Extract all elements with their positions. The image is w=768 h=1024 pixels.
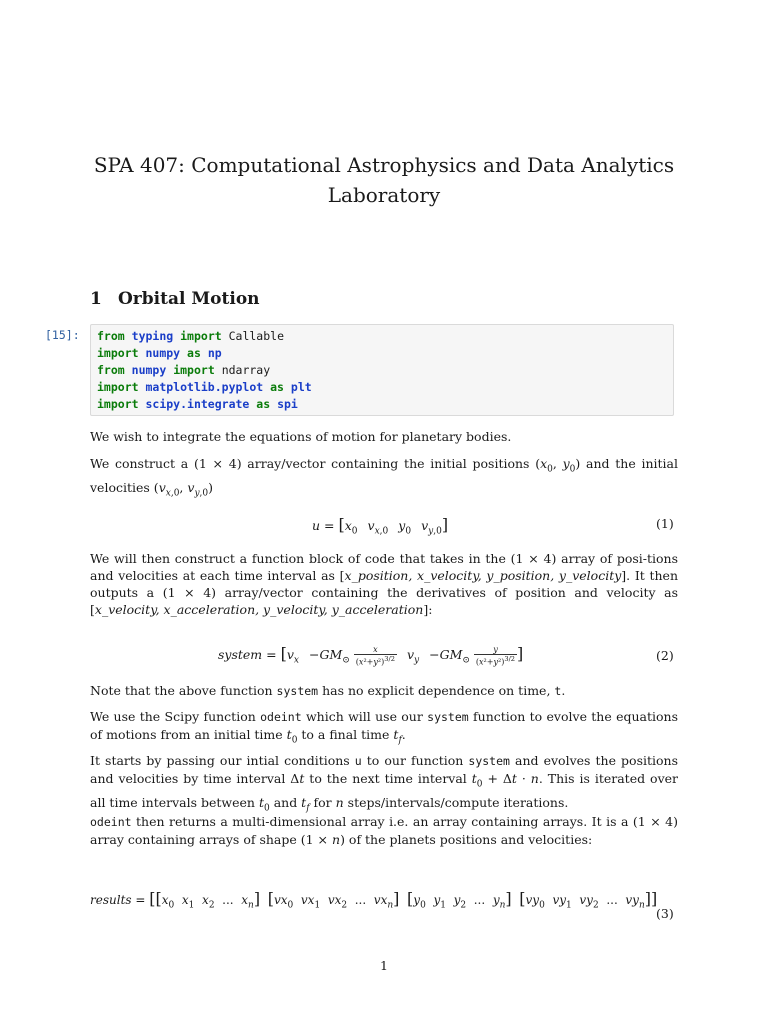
paragraph-results: odeint then returns a multi-dimensional array i.e. an array containing arrays. It is a (1 × 4) array containing arrays of shape (1 × n) of the planets positions and velocities:: [90, 814, 678, 847]
code-line: import numpy as np: [97, 346, 222, 360]
equation-2: system = [$v_x -GM_⊙$ $\frac{x}{(x^2+y^2)^{3/2}}$ $v_y -GM_⊙$ $\frac{y}{(x^2+y^2)^{3/2}}$ ]: [218, 644, 524, 667]
code-line: from typing import Callable: [97, 329, 284, 343]
page-number: 1: [380, 958, 388, 973]
paragraph-initial-conditions: We construct a (1 × 4) array/vector containing the initial positions ($x_0$, $y_0$) and the initial velocities ($v_{x,0}$, $v_{y,0}$): [90, 456, 678, 498]
paragraph-function-block: We will then construct a function block of code that takes in the (1 × 4) array of posi-tions and velocities at each time interval as [x_position, x_velocity, y_position, y_velocity]. It then outputs a (1 × 4) array/vector containing the derivatives of position and velocity as [x_velocity, x_acceleration, y_velocity, y_acceleration]:: [90, 551, 678, 617]
section-title: Orbital Motion: [118, 289, 260, 309]
equation-3: results = [[$x_0$ $x_1$ $x_2$ ... $x_n$] [$vx_0$ $vx_1$ $vx_2$ ... $vx_n$] [$y_0$ $y_1$ $y_2$ ... $y_n$] [$vy_0$ $vy_1$ $vy_2$ ... $vy_n$]]: [90, 889, 658, 911]
equation-number-2: (2): [656, 648, 674, 663]
equation-number-1: (1): [656, 516, 674, 531]
document-title: [90, 150, 678, 210]
equation-1: $u = [x_0$ $v_{x,0}$ $y_0$ $v_{y,0}$]: [312, 515, 449, 537]
paragraph-intro: We wish to integrate the equations of motion for planetary bodies.: [90, 429, 512, 444]
paragraph-odeint: We use the Scipy function odeint which will use our system function to evolve the equations of motions from an initial time $t_0$ to a final time $t_f$.: [90, 709, 678, 746]
section-heading: [90, 289, 260, 309]
equation-number-3: (3): [656, 906, 674, 921]
paragraph-iteration: It starts by passing our intial conditions u to our function system and evolves the positions and velocities by time interval Δt to the next time interval $t_0 + \Delta t \cdot n$. This is iterated over all time intervals between $t_0$ and $t_f$ for n steps/intervals/compute iterations.: [90, 753, 679, 813]
cell-prompt: [15]:: [45, 328, 80, 342]
code-cell[interactable]: [90, 324, 674, 416]
title-line-1: SPA 407: Computational Astrophysics and Data Analytics: [93, 153, 675, 177]
code-line: from numpy import ndarray: [97, 363, 271, 377]
section-number: 1: [90, 289, 102, 309]
code-line: import scipy.integrate as spi: [97, 397, 298, 411]
title-line-2: Laboratory: [327, 183, 441, 207]
paragraph-note: Note that the above function system has no explicit dependence on time, t.: [90, 683, 566, 698]
code-line: import matplotlib.pyplot as plt: [97, 380, 312, 394]
